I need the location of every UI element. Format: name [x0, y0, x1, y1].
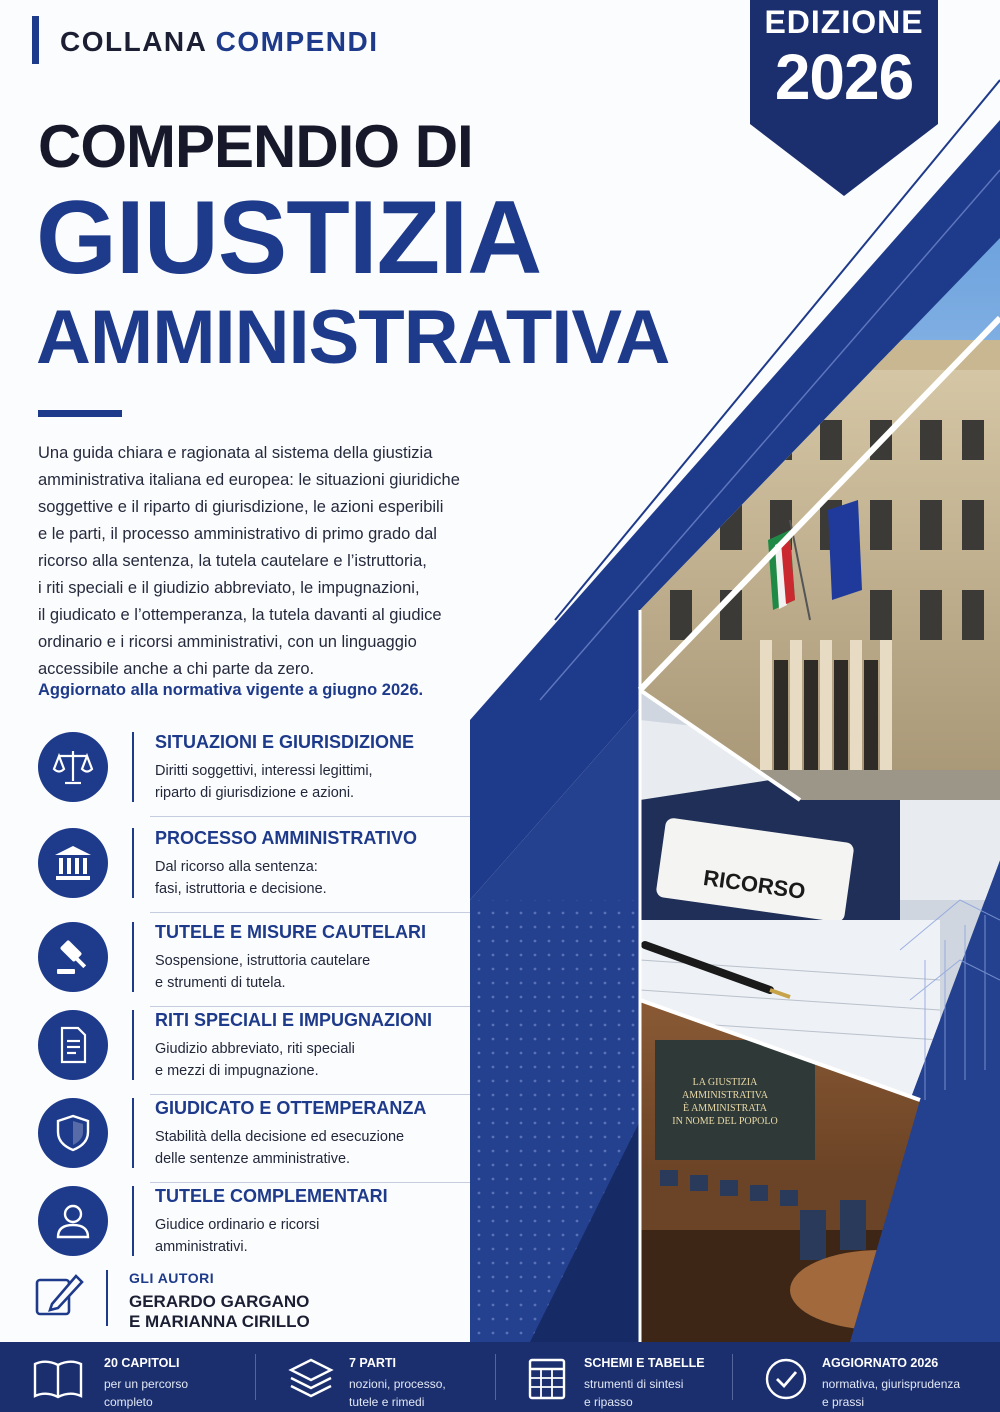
feature-item: TUTELE COMPLEMENTARI Giudice ordinario e ricorsi amministrativi. — [38, 1186, 438, 1274]
scales-icon — [38, 732, 108, 802]
footer-item: 7 PARTI nozioni, processo, tutele e rimedi — [285, 1342, 505, 1412]
title-line-1: COMPENDIO DI — [38, 113, 473, 180]
shield-icon — [38, 1098, 108, 1168]
authors-divider — [106, 1270, 108, 1326]
authors-label: GLI AUTORI — [129, 1270, 215, 1286]
title-line-3: AMMINISTRATIVA — [36, 295, 670, 380]
courthouse-icon — [38, 828, 108, 898]
feature-item: SITUAZIONI E GIURISDIZIONE Diritti soggettivi, interessi legittimi, riparto di giurisdizione e azioni. — [38, 732, 438, 820]
footer-item: 20 CAPITOLI per un percorso completo — [32, 1342, 252, 1412]
authors-names: GERARDO GARGANO E MARIANNA CIRILLO — [129, 1292, 310, 1331]
feature-item: TUTELE E MISURE CAUTELARI Sospensione, istruttoria cautelare e strumenti di tutela. — [38, 922, 438, 1010]
layers-icon — [285, 1356, 337, 1402]
feature-item: RITI SPECIALI E IMPUGNAZIONI Giudizio abbreviato, riti speciali e mezzi di impugnazione. — [38, 1010, 438, 1098]
series-name: COLLANA COMPENDI — [60, 26, 379, 57]
edition-year: 2026 — [774, 41, 914, 113]
footer-item: SCHEMI E TABELLE strumenti di sintesi e ripasso — [524, 1342, 744, 1412]
edition-label: EDIZIONE — [764, 4, 924, 40]
binder-label: RICORSO — [701, 864, 807, 904]
table-icon — [524, 1356, 576, 1402]
pen-icon — [34, 1270, 86, 1318]
description: Una guida chiara e ragionata al sistema della giustizia amministrativa italiana ed europea: le situazioni giuridiche soggettive e il riparto di giurisdizione, le azioni esperibili e le parti, il processo amministrativo di primo grado dal ricorso alla sentenza, la tutela cautelare e l’istruttoria, i riti speciali e il giudizio abbreviato, le impugnazioni, il giudicato e l’ottemperanza, la tutela davanti al giudice ordinario e i ricorsi amministrativi, con un linguaggio accessibile anche a chi parte da zero. — [38, 444, 460, 678]
footer-bar — [0, 1342, 1000, 1412]
svg-text:AMMINISTRATIVA: AMMINISTRATIVA — [682, 1090, 768, 1101]
update-note: Aggiornato alla normativa vigente a giugno 2026. — [38, 681, 424, 699]
check-circle-icon — [762, 1356, 814, 1402]
svg-text:È AMMINISTRATA: È AMMINISTRATA — [683, 1103, 767, 1114]
gavel-icon — [38, 922, 108, 992]
feature-item: PROCESSO AMMINISTRATIVO Dal ricorso alla sentenza: fasi, istruttoria e decisione. — [38, 828, 438, 916]
title-underline — [38, 410, 122, 417]
feature-item: GIUDICATO E OTTEMPERANZA Stabilità della decisione ed esecuzione delle sentenze amministrative. — [38, 1098, 438, 1186]
document-icon — [38, 1010, 108, 1080]
footer-item: AGGIORNATO 2026 normativa, giurisprudenza e prassi — [762, 1342, 992, 1412]
title-line-2: GIUSTIZIA — [36, 180, 542, 296]
svg-text:IN NOME DEL POPOLO: IN NOME DEL POPOLO — [672, 1116, 778, 1127]
series-bar — [32, 16, 39, 64]
book-icon — [32, 1356, 84, 1402]
person-icon — [38, 1186, 108, 1256]
svg-text:LA GIUSTIZIA: LA GIUSTIZIA — [692, 1077, 758, 1088]
